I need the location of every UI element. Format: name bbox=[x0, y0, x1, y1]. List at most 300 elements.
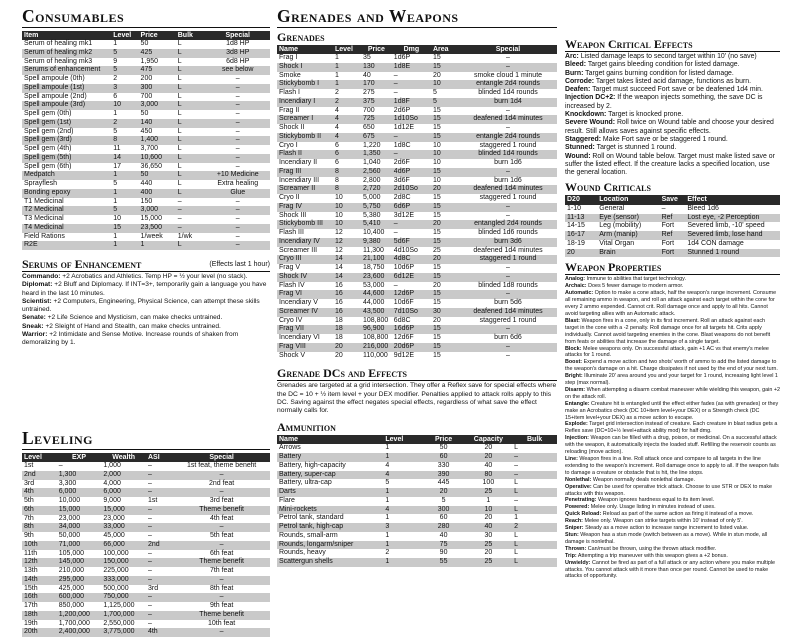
table-cell: 6d8C bbox=[392, 317, 431, 326]
table-cell: 1 bbox=[111, 198, 138, 207]
definition-text: Target is knocked prone. bbox=[606, 111, 683, 118]
table-cell: 96,900 bbox=[361, 325, 392, 334]
definition-entry bbox=[565, 421, 780, 435]
table-cell: Screamer II bbox=[277, 185, 333, 194]
table-cell: 4d8C bbox=[392, 255, 431, 264]
table-cell: 2nd bbox=[22, 471, 57, 480]
table-cell: 36,650 bbox=[139, 163, 176, 172]
definition-term: Penetrating: bbox=[565, 497, 596, 503]
table-cell: 225,000 bbox=[101, 567, 146, 576]
definition-text: +2 Sleight of Hand and Stealth, can make checks untrained. bbox=[44, 323, 221, 330]
table-cell: 20th bbox=[22, 628, 57, 637]
table-cell: 20d6P bbox=[392, 343, 431, 352]
table-cell: 6 bbox=[111, 93, 138, 102]
table-cell: 60 bbox=[423, 453, 465, 462]
col-header: Area bbox=[431, 45, 459, 55]
table-cell: 10,000 bbox=[57, 497, 102, 506]
leveling-section bbox=[22, 430, 270, 637]
table-cell: – bbox=[146, 620, 173, 629]
definition-text: Reload as part of the same action as firing it instead of a move. bbox=[601, 511, 753, 517]
table-cell: Cryo III bbox=[277, 255, 333, 264]
definition-term: Disarm: bbox=[565, 387, 585, 393]
table-cell: – bbox=[205, 136, 270, 145]
table-row bbox=[277, 290, 557, 299]
table-cell: Shock I bbox=[277, 63, 333, 72]
table-cell: 1 bbox=[383, 532, 422, 541]
table-cell: 14 bbox=[111, 154, 138, 163]
table-cell: burn 1d6 bbox=[459, 159, 557, 168]
col-header: Name bbox=[277, 45, 333, 55]
table-cell: 11,300 bbox=[361, 247, 392, 256]
table-cell: Medpatch bbox=[22, 171, 111, 180]
definition-term: Senate: bbox=[22, 314, 46, 321]
table-cell: staggered 1 round bbox=[459, 255, 557, 264]
table-cell: Shock III bbox=[277, 212, 333, 221]
table-cell: 1,125,000 bbox=[101, 602, 146, 611]
table-cell: – bbox=[459, 264, 557, 273]
table-cell: 1d10So bbox=[392, 115, 431, 124]
table-cell: – bbox=[392, 229, 431, 238]
table-cell: Serum of healing mk2 bbox=[22, 49, 111, 58]
serums-title-text: Serums of Enhancement bbox=[22, 257, 141, 271]
col-header: Save bbox=[660, 195, 686, 205]
table-cell: 17 bbox=[111, 163, 138, 172]
table-cell: Theme benefit bbox=[173, 558, 270, 567]
column-left bbox=[22, 8, 270, 348]
definition-term: Commando: bbox=[22, 273, 60, 280]
col-header: Bulk bbox=[512, 435, 557, 445]
ammunition-header-row bbox=[277, 435, 557, 445]
definition-text: Roll on Wound table below. Target must make listed save or suffer the listed effect. If the creature lacks a specified location, use the general location. bbox=[565, 153, 775, 177]
table-cell: 16 bbox=[333, 282, 361, 291]
grenades-rows bbox=[277, 54, 557, 360]
definition-entry bbox=[565, 532, 780, 546]
weapon-props-entries bbox=[565, 276, 780, 580]
table-cell: 700 bbox=[361, 107, 392, 116]
table-row bbox=[22, 532, 270, 541]
table-cell: 600,000 bbox=[57, 593, 102, 602]
table-cell: 20 bbox=[431, 220, 459, 229]
table-cell: 10 bbox=[111, 215, 138, 224]
table-cell: 40 bbox=[423, 532, 465, 541]
table-cell: 20 bbox=[465, 549, 513, 558]
definition-entry bbox=[565, 511, 780, 518]
table-cell: L bbox=[512, 558, 557, 567]
table-cell: 3,775,000 bbox=[101, 628, 146, 637]
ammunition-section bbox=[277, 421, 557, 567]
table-cell: 6d12E bbox=[392, 273, 431, 282]
table-cell: Spell gem (4th) bbox=[22, 145, 111, 154]
table-cell: 15 bbox=[431, 299, 459, 308]
table-cell: 2 bbox=[333, 89, 361, 98]
table-cell: 6 bbox=[333, 150, 361, 159]
table-row bbox=[277, 133, 557, 142]
table-cell: L bbox=[512, 488, 557, 497]
ammunition-table bbox=[277, 435, 557, 567]
table-cell: L bbox=[512, 549, 557, 558]
table-cell: 7d10So bbox=[392, 308, 431, 317]
table-cell: staggered 1 round bbox=[459, 142, 557, 151]
table-row bbox=[277, 124, 557, 133]
definition-term: Bright: bbox=[565, 373, 583, 379]
table-cell: 20 bbox=[431, 317, 459, 326]
table-cell: 1 bbox=[333, 72, 361, 81]
table-cell: 10 bbox=[333, 203, 361, 212]
table-cell: 6,000 bbox=[101, 488, 146, 497]
table-cell: 1 bbox=[383, 541, 422, 550]
definition-term: Explode: bbox=[565, 421, 588, 427]
table-row bbox=[22, 198, 270, 207]
table-cell: 280 bbox=[423, 523, 465, 532]
table-cell: Stickybomb III bbox=[277, 220, 333, 229]
table-cell: Spell ampoule (0th) bbox=[22, 75, 111, 84]
table-cell: Shock IV bbox=[277, 273, 333, 282]
table-cell: – bbox=[392, 150, 431, 159]
table-cell: 1 bbox=[383, 558, 422, 567]
table-cell: deafened 1d4 minutes bbox=[459, 247, 557, 256]
table-cell: Stickybomb II bbox=[277, 133, 333, 142]
table-row bbox=[22, 101, 270, 110]
table-cell: 2 bbox=[333, 98, 361, 107]
table-cell: 15 bbox=[431, 238, 459, 247]
table-cell: deafened 1d4 minutes bbox=[459, 308, 557, 317]
table-cell: 20 bbox=[465, 453, 513, 462]
table-cell: 1 bbox=[111, 233, 138, 242]
table-cell: Battery, ultra-cap bbox=[277, 479, 383, 488]
table-cell: – bbox=[146, 567, 173, 576]
table-cell: 4th bbox=[146, 628, 173, 637]
table-cell: – bbox=[176, 224, 206, 233]
table-cell: burn 6d6 bbox=[459, 334, 557, 343]
table-cell: – bbox=[146, 550, 173, 559]
table-row bbox=[22, 233, 270, 242]
definition-term: Staggered: bbox=[565, 136, 601, 143]
table-cell: 9,380 bbox=[361, 238, 392, 247]
definition-entry bbox=[565, 70, 780, 78]
table-row bbox=[277, 203, 557, 212]
table-cell: 18,750 bbox=[361, 264, 392, 273]
table-cell: 66,000 bbox=[101, 541, 146, 550]
table-row bbox=[277, 462, 557, 471]
table-cell: 2,000 bbox=[101, 471, 146, 480]
table-row bbox=[22, 550, 270, 559]
table-row bbox=[22, 40, 270, 49]
table-cell: 55 bbox=[423, 558, 465, 567]
table-cell: 675 bbox=[361, 133, 392, 142]
table-cell: 5 bbox=[111, 49, 138, 58]
table-cell: Brain bbox=[597, 249, 659, 258]
definition-entry bbox=[565, 373, 780, 387]
definition-text: Steady as a move action to increase range increment to listed value. bbox=[584, 525, 749, 531]
col-header: Item bbox=[22, 31, 111, 41]
table-row bbox=[22, 620, 270, 629]
table-row bbox=[277, 168, 557, 177]
table-cell: 15th bbox=[22, 585, 57, 594]
table-cell: Glue bbox=[205, 189, 270, 198]
table-cell: Flash II bbox=[277, 150, 333, 159]
table-cell: 4d6P bbox=[392, 168, 431, 177]
table-row bbox=[22, 84, 270, 93]
table-cell: 1 bbox=[383, 444, 422, 453]
table-row bbox=[277, 80, 557, 89]
table-cell: Incendiary V bbox=[277, 299, 333, 308]
table-cell: 12d6P bbox=[392, 290, 431, 299]
serums-note: (Effects last 1 hour) bbox=[209, 261, 270, 268]
col-header: Wealth bbox=[101, 453, 146, 463]
table-row bbox=[277, 453, 557, 462]
table-cell: 1 bbox=[512, 514, 557, 523]
serums-entries bbox=[22, 273, 270, 348]
definition-entry bbox=[565, 477, 780, 484]
table-cell: 10 bbox=[333, 212, 361, 221]
definition-text: Can/must be thrown, using the thrown attack modifier. bbox=[586, 546, 716, 552]
table-cell: 6th bbox=[22, 506, 57, 515]
table-row bbox=[565, 222, 780, 231]
table-cell: 2d8C bbox=[392, 194, 431, 203]
table-cell: Stunned 1 round bbox=[685, 249, 780, 258]
definition-term: Deafen: bbox=[565, 86, 590, 93]
table-cell: 725 bbox=[361, 115, 392, 124]
table-cell: 700 bbox=[139, 93, 176, 102]
table-row bbox=[277, 514, 557, 523]
table-cell: Leg (mobility) bbox=[597, 222, 659, 231]
table-row bbox=[277, 115, 557, 124]
definition-entry bbox=[565, 86, 780, 94]
table-cell: Arrows bbox=[277, 444, 383, 453]
consumables-table bbox=[22, 31, 270, 251]
table-cell: 15 bbox=[431, 290, 459, 299]
table-cell: 10th bbox=[22, 541, 57, 550]
table-row bbox=[277, 444, 557, 453]
table-cell: 2,800 bbox=[361, 177, 392, 186]
table-cell: 16 bbox=[333, 299, 361, 308]
table-cell: 50 bbox=[139, 40, 176, 49]
table-cell: 1,300 bbox=[57, 471, 102, 480]
table-cell: – bbox=[146, 471, 173, 480]
table-row bbox=[22, 241, 270, 250]
wound-crit-header-row bbox=[565, 195, 780, 205]
table-cell: 1 bbox=[333, 80, 361, 89]
table-cell: 11 bbox=[111, 145, 138, 154]
table-cell: Mini-rockets bbox=[277, 506, 383, 515]
table-cell: 90 bbox=[423, 549, 465, 558]
table-cell: 4th bbox=[22, 488, 57, 497]
table-cell: Frag VIII bbox=[277, 343, 333, 352]
table-cell: deafened 1d4 minutes bbox=[459, 185, 557, 194]
table-cell: 1 bbox=[465, 497, 513, 506]
table-cell: 1 bbox=[139, 241, 176, 250]
grenades-weapons-title: Grenades and Weapons bbox=[277, 8, 557, 28]
definition-term: Severe Wound: bbox=[565, 119, 615, 126]
table-cell: – bbox=[205, 233, 270, 242]
table-cell: Eye (sensor) bbox=[597, 214, 659, 223]
table-cell: Sprayflesh bbox=[22, 180, 111, 189]
definition-entry bbox=[565, 144, 780, 152]
weapon-crit-title: Weapon Critical Effects bbox=[565, 38, 780, 52]
table-cell: 1-10 bbox=[565, 205, 597, 214]
column-middle bbox=[277, 8, 557, 567]
table-row bbox=[22, 488, 270, 497]
definition-entry bbox=[565, 359, 780, 373]
table-cell: Bleed 1d6 bbox=[685, 205, 780, 214]
table-cell: – bbox=[459, 343, 557, 352]
table-row bbox=[277, 194, 557, 203]
table-cell: 10 bbox=[333, 220, 361, 229]
table-cell: 20 bbox=[465, 444, 513, 453]
table-cell: 130 bbox=[361, 63, 392, 72]
wound-crit-title: Wound Criticals bbox=[565, 181, 780, 194]
table-cell: – bbox=[146, 602, 173, 611]
table-cell: – bbox=[392, 133, 431, 142]
grenade-dcs-section bbox=[277, 367, 557, 416]
table-row bbox=[22, 110, 270, 119]
table-cell: 30 bbox=[465, 532, 513, 541]
table-cell: 40 bbox=[465, 462, 513, 471]
table-cell: 5th bbox=[22, 497, 57, 506]
col-header: Level bbox=[111, 31, 138, 41]
table-cell: 108,800 bbox=[361, 334, 392, 343]
table-cell: 4 bbox=[333, 133, 361, 142]
table-cell: 10d6F bbox=[392, 299, 431, 308]
table-cell: 2nd bbox=[146, 541, 173, 550]
table-cell: 450 bbox=[139, 128, 176, 137]
definition-entry bbox=[565, 290, 780, 318]
table-row bbox=[22, 189, 270, 198]
table-cell: 80 bbox=[465, 471, 513, 480]
wound-crit-section bbox=[565, 181, 780, 257]
table-cell: 10 bbox=[111, 101, 138, 110]
definition-text: Weapon ignores hardness equal to its item level. bbox=[596, 497, 714, 503]
table-cell: 6 bbox=[333, 142, 361, 151]
table-cell: 10,400 bbox=[361, 229, 392, 238]
table-cell: 16d6P bbox=[392, 325, 431, 334]
table-cell: 43,500 bbox=[361, 308, 392, 317]
table-row bbox=[565, 249, 780, 258]
definition-entry bbox=[565, 346, 780, 360]
table-row bbox=[22, 206, 270, 215]
table-row bbox=[22, 180, 270, 189]
table-cell: 14-15 bbox=[565, 222, 597, 231]
table-row bbox=[22, 66, 270, 75]
definition-term: Archaic: bbox=[565, 283, 587, 289]
table-cell: Cryo II bbox=[277, 194, 333, 203]
table-cell: 2d10So bbox=[392, 185, 431, 194]
table-cell: 1d4 CON damage bbox=[685, 240, 780, 249]
table-cell: 105,000 bbox=[57, 550, 102, 559]
table-cell: 15 bbox=[431, 63, 459, 72]
table-cell: 15 bbox=[431, 124, 459, 133]
table-cell: Frag V bbox=[277, 264, 333, 273]
table-cell: Serums of enhancement bbox=[22, 66, 111, 75]
table-cell: 20 bbox=[431, 255, 459, 264]
col-header: Special bbox=[205, 31, 270, 41]
table-row bbox=[277, 142, 557, 151]
table-cell: 650 bbox=[361, 124, 392, 133]
definition-entry bbox=[22, 298, 270, 315]
table-cell: – bbox=[459, 168, 557, 177]
leveling-rows bbox=[22, 462, 270, 637]
table-cell: 15 bbox=[431, 264, 459, 273]
table-cell: 1,200,000 bbox=[57, 611, 102, 620]
table-row bbox=[277, 89, 557, 98]
table-cell: 10 bbox=[431, 80, 459, 89]
table-cell: 5 bbox=[111, 206, 138, 215]
table-cell: 19th bbox=[22, 620, 57, 629]
table-cell: 4 bbox=[333, 124, 361, 133]
definition-entry bbox=[22, 281, 270, 298]
table-cell: General bbox=[597, 205, 659, 214]
table-cell: L bbox=[176, 136, 206, 145]
grenade-dcs-text: Grenades are targeted at a grid intersection. They offer a Reflex save for special effects where the DC = 10 + ½ item level + your DEX modifier. Penalties applied to attack rolls apply to this DC. Saving against the effect negates special effects, regardless of what save the effect normally calls for. bbox=[277, 382, 557, 416]
definition-entry bbox=[565, 111, 780, 119]
table-cell: 16 bbox=[333, 308, 361, 317]
table-cell: Arm (manip) bbox=[597, 231, 659, 240]
table-cell: 5,000 bbox=[361, 194, 392, 203]
table-cell: Bonding epoxy bbox=[22, 189, 111, 198]
weapon-crit-entries bbox=[565, 53, 780, 177]
table-cell: 25 bbox=[465, 558, 513, 567]
table-cell: – bbox=[146, 558, 173, 567]
table-row bbox=[277, 549, 557, 558]
table-cell: 2d6P bbox=[392, 107, 431, 116]
table-row bbox=[22, 171, 270, 180]
table-cell: 140 bbox=[139, 119, 176, 128]
col-header: Capacity bbox=[465, 435, 513, 445]
table-cell: – bbox=[459, 352, 557, 361]
table-cell: L bbox=[176, 241, 206, 250]
table-cell: 3d12E bbox=[392, 212, 431, 221]
col-header: Level bbox=[383, 435, 422, 445]
table-cell: – bbox=[205, 154, 270, 163]
table-row bbox=[22, 585, 270, 594]
table-row bbox=[22, 136, 270, 145]
table-cell: 1 bbox=[111, 110, 138, 119]
ammunition-title: Ammunition bbox=[277, 421, 557, 434]
table-cell: 4th feat bbox=[173, 515, 270, 524]
table-cell: – bbox=[512, 471, 557, 480]
table-cell: – bbox=[459, 124, 557, 133]
table-cell: L bbox=[176, 128, 206, 137]
table-row bbox=[277, 54, 557, 63]
table-cell: 60 bbox=[423, 514, 465, 523]
definition-entry bbox=[565, 484, 780, 498]
table-cell: 15 bbox=[431, 229, 459, 238]
table-cell: 1,700,000 bbox=[101, 611, 146, 620]
table-cell: 45,000 bbox=[101, 532, 146, 541]
definition-entry bbox=[22, 331, 270, 348]
table-cell: 18th bbox=[22, 611, 57, 620]
definition-term: Analog: bbox=[565, 276, 585, 282]
table-cell: 2 bbox=[383, 549, 422, 558]
table-cell: 5 bbox=[111, 66, 138, 75]
table-cell: 5d6F bbox=[392, 238, 431, 247]
table-cell: 13th bbox=[22, 567, 57, 576]
definition-text: Target is stunned 1 round. bbox=[595, 144, 676, 151]
table-cell: 3rd feat bbox=[173, 497, 270, 506]
table-cell: 3rd bbox=[146, 585, 173, 594]
table-cell: 1 bbox=[383, 497, 422, 506]
table-cell: 2 bbox=[111, 119, 138, 128]
table-cell: – bbox=[176, 198, 206, 207]
definition-term: Blast: bbox=[565, 318, 580, 324]
table-row bbox=[277, 343, 557, 352]
table-cell: 445 bbox=[423, 479, 465, 488]
definition-term: Stunned: bbox=[565, 144, 595, 151]
definition-text: Illuminate 20' area around you and your target for 1 round, increasing light level 1 step (max normal). bbox=[565, 373, 778, 386]
definition-term: Nonlethal: bbox=[565, 477, 591, 483]
definition-term: Block: bbox=[565, 346, 581, 352]
definition-entry bbox=[565, 435, 780, 456]
